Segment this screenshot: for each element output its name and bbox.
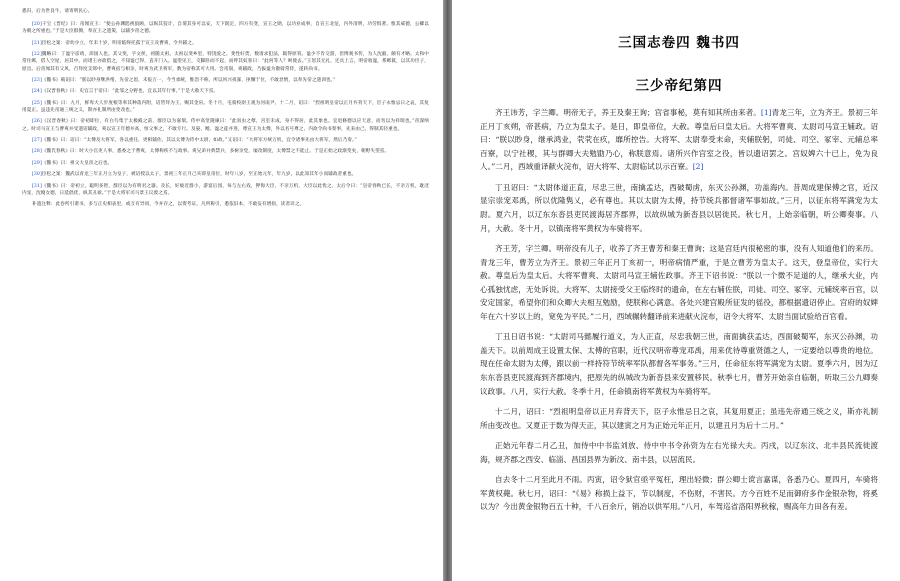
footnote-ref-link[interactable]: [25] [32,100,42,106]
annotation-note [22,137,429,144]
footnote-ref-link[interactable]: [22] [32,52,42,58]
annotation-note-text: 魏略曰：丁谧字彦靖，沛国人也。其父斐，字文侯，初随太祖。太祖以斐乡里，特饶爱之。斐性好货，数请求犯法，辄得原宥。谧少不肯交游，但博观书传，为人沈毅，颇有才略。太和中常住邺，借人空屋，居其中。而诸王亦欲借之，不知谧已得，直开门入。谧望见王，交脚卧而不起，而呼其奴客曰：“此何等人？呵使去。”王怒其无礼，还具上言。明帝收谧，系邺狱，以其功臣子，原出。后帝闻其有父风，召拜度支郎中。曹爽宿与相亲，时爽为武卫将军，数为帝称其可大用。会帝崩，爽辅政，乃拔谧为散骑常侍，遂转尚书。 [22,52,429,72]
body-paragraph [480,181,878,235]
page-gutter [443,0,452,581]
footnote-ref-link[interactable]: [31] [32,183,42,189]
footnote-ref-link[interactable]: [2] [692,162,704,172]
annotation-note-text: 《魏书》曰：祖父大皇帝之后也。 [41,160,113,166]
paragraph-text: 齐王讳芳，字兰卿。明帝无子，养王及秦王询；宫省事秘，莫有知其所由来者。 [495,108,761,117]
paragraph-text: 正始元年春二月乙丑，加侍中中书监刘放、侍中中书令孙资为左右光禄大夫。丙戌，以辽东汶、北丰县民流徙渡海，规齐郡之西安、临淄、昌国县界为新汶、南丰县，以居流民。 [480,441,878,464]
annotation-note [22,183,429,197]
annotation-note-text: 补遗注释：此卷所引诸书，多与正史相表里，或互有异同，今并存之，以资考证。凡所称引，悉依旧本，不敢妄有增损，读者详之。 [32,202,305,208]
footnote-ref-link[interactable]: [1] [760,108,772,117]
footnote-ref-link[interactable]: [23] [32,77,42,83]
annotation-note [22,40,429,47]
annotation-note [22,51,429,73]
annotation-note-text: 《魏书》载诏曰：“朕以眇身继洪绪，先帝之恩，未报万一，今当承统，惟恐不称，所以夙兴夜寐，匪懈于位，不敢怠惰，以奉先帝之遗训也。” [41,77,336,83]
footnote-ref-link[interactable]: [30] [32,172,42,178]
body-paragraph [480,473,878,514]
annotation-note-text: 《魏书》曰：帝初立，聪明多智，群臣以为有明君之器。及长，好亵近群小，游宴后园，每与左右戏，狎侮大臣，不亲万机，大臣以此忧之。太后令曰：“皇帝春秋已长，不亲万机，耽淫内宠，沈嫚女德，日延倡优，纵其丑谑。”于是大将军司马景王议废之焉。 [22,183,429,196]
annotation-notes [22,8,429,208]
chapter-body [480,106,878,514]
paragraph-text: 丁丑日诏书说：“太尉司马懿履行道义，为人正直，尽忠我朝三世，南面擒获孟达，西面破蜀军，东灭公孙渊，功盖天下。以前周成王设置太保、太傅的官职，近代汉明帝尊宠邓禹，用来优待尊重贤德之人，一定要给以尊贵的地位。现在任命太尉为太傅，跟以前一样持符节统率军队都督各军事务。”三月，任命征东将军满宠为太尉。夏季六月，因为辽东东沓县吏民渡海到齐郡境内，把原先的纵城改为新沓县来安置移民。秋季七月，曹芳开始亲自临朝，听取三公九卿奏议政事。八月，实行大赦。冬季十月，任命镇南将军黄权为车骑将军。 [480,332,878,396]
annotation-note [22,201,429,208]
body-paragraph [480,330,878,398]
footnote-ref-link[interactable]: [21] [32,40,42,46]
annotation-note [22,8,429,15]
annotation-note-text: 臣松之案：魏武以青龙三年正月立为皇子，被诏授以太子，景初三年正月己亥即皇帝位，时年八岁，至正始元年，年九岁，以此知其年小而辅政者重也。 [41,172,357,178]
left-page-annotations [0,0,443,581]
annotation-note [22,21,429,35]
footnote-ref-link[interactable]: [28] [32,149,42,155]
chapter-title: 三少帝纪第四 [635,78,723,94]
body-paragraph [480,242,878,324]
footnote-ref-link[interactable]: [20] [32,22,42,28]
annotation-note [22,148,429,155]
annotation-note-text: 干宝《晋纪》曰：帝闻宣王：“使公孙渊鸱视狼顾，以纵其狡计，自谓其身可以安。天下既定，四方有变，宣王之勋，以功业成事，自宣王北征，内外清明，功劳俱著。惟其威德，公卿以为朝之所重也。”于是大臣群僚，奉宣王之遗策，以辅少帝之德。 [22,22,429,35]
body-paragraph [480,106,878,174]
paragraph-text: 齐王芳，字兰卿。明帝没有儿子，收养了齐王曹芳和秦王曹询；这是宫廷内很秘密的事，没有人知道他们的来历。青龙三年，曹芳立为齐王。景初三年正月丁亥初一，明帝病情严重，于是立曹芳为皇太子。这天，登皇帝位，实行大赦。尊皇后为皇太后。大将军曹爽、太尉司马宣王辅佐政事。齐王下诏书说：“朕以一个微不足道的人，继承大业，内心孤独忧虑，无处诉说。大将军、太尉接受父王临终时的遗命，在左右辅佐朕，司徒、司空、冢宰、元辅统率百官，以安定国家，希望你们和众卿大夫相互勉励，使朕称心满意。各处兴建宫殿所征发的徭役，都根据遗诏停止。宫府的奴婢年在六十岁以上的，宽免为平民。”二月，西域辗转翻译前来进献火浣布，诏令大将军、太尉当面试验给百官看。 [480,243,878,321]
annotation-note-text: 臣松之案：帝幼少立，年未十岁，明帝临终托孤于宣王及曹爽，令共辅之。 [41,40,197,46]
annotation-note-text: 《魏氏春秋》曰：时大小官吏人事，悉委之于曹爽，太傅称疾不与政事。爽兄弟并典禁兵，多树亲党，屡改制度，太傅禁之不能止。于是正始之政渐变矣，朝野失望焉。 [41,149,390,155]
paragraph-text: 青龙三年，立为齐王。景初三年正月丁亥朔，帝甚病，乃立为皇太子。是日，即皇帝位，大赦。尊皇后曰皇太后。大将军曹爽、太尉司马宣王辅政。诏曰：“朕以眇身，继承鸿业，茕茕在疚，靡所控告。大将军、太尉奉受末命，夹辅朕躬，司徒、司空、冢宰、元辅总率百寮，以宁社稷，其与群卿大夫勉勖乃心，称朕意焉。诸所兴作宫室之役，皆以遗诏罢之。宫奴婢六十已上，免为良人。”二月，西域重译献火浣布，诏大将军、太尉临试以示百寮。 [480,108,879,172]
annotation-note-text: 悉归，后为世良牛，请寄明民心。 [22,9,93,14]
paragraph-text: 十二月，诏曰：“烈祖明皇帝以正月弃背天下，臣子永惟忌日之哀，其复用夏正；虽违先帝通三统之义，斯亦礼制所由变改也。又夏正于数为得天正，其以建寅之月为正始元年正月，以建丑月为后十二月。” [480,407,878,430]
annotation-note [22,88,429,95]
book-title: 三国志卷四 魏书四 [618,35,740,51]
footnote-ref-link[interactable]: [24] [32,89,42,95]
annotation-note [22,77,429,84]
annotation-note-text: 《汉晋春秋》曰：帝初即位，有白鸟集于太极殿之前，群臣以为嘉瑞。侍中高堂隆谏曰：“此羽虫之孽，宫室未成，身不得居，此其象也。宜退修德以应天意，而勿以为祥瑞也。”帝深纳之。时司马宣王与曹爽并受遗诏辅政，爽以宣王年德并高，恒父事之，不敢专行。及晏、飏、谧之徒并进，尊宣王为太傅，外以名号尊之，内欲令尚书奏事，先来由己，得制其轻重也。 [22,119,429,132]
footnote-ref-link[interactable]: [26] [32,119,42,125]
annotation-note-text: 《魏书》曰：九月，鲜卑大人步度根等率其种落内附，诏皆拜为王，赐其金帛。冬十月，屯骑校尉王观为河南尹。十二月，诏曰：“烈祖明皇帝以正月弃背天下，臣子永惟忌日之哀，其复用夏正。虽违先帝通三统之义，斯亦礼制所由变改也。” [22,100,429,113]
paragraph-text: 丁丑诏曰：“太尉体道正直，尽忠三世，南擒孟达，西破蜀虏，东灭公孙渊，功盖海内。昔周成建保傅之官，近汉显宗崇宠邓禹，所以优隆隽乂，必有尊也。其以太尉为太傅，持节统兵都督诸军事如故。”三月，以征东将军满宠为太尉。夏六月，以辽东东沓县吏民渡海居齐郡界，以故纵城为新沓县以居徙民。秋七月，上始亲临朝，听公卿奏事。八月，大赦。冬十月，以镇南将军黄权为车骑将军。 [480,182,878,233]
paragraph-text: 自去冬十二月至此月不雨。丙寅，诏令狱官亟平冤枉，理出轻微；群公卿士谠言嘉谋，各悉乃心。夏四月，车骑将军黄权薨。秋七月，诏曰：“《易》称损上益下，节以制度，不伤财，不害民。方今百姓不足而御府多作金银杂物，将奚以为？今出黄金银物百五十种，千八百余斤，销冶以供军用。”八月，车驾巡省洛阳界秋稼，赐高年力田各有差。 [480,475,878,512]
annotation-note [22,171,429,178]
annotation-note-text: 《汉晋春秋》曰：史官言于帝曰：“此邹之分野也，宜以其年行事。”于是大赦天下焉。 [41,89,219,95]
footnote-ref-link[interactable]: [29] [32,160,42,166]
right-page-main-text [452,0,900,581]
annotation-note-text: 《魏书》曰：诏曰：“太傅及大将军，各以重任，更相辅佐，其以太傅为侍中太尉，如故。”又诏曰：“大将军方统万机，宜令诸事先由大将军，然后乃奏。” [41,137,357,143]
annotation-note [22,118,429,132]
body-paragraph [480,405,878,432]
footnote-ref-link[interactable]: [27] [32,137,42,143]
body-paragraph [480,439,878,466]
annotation-note [22,160,429,167]
annotation-note [22,100,429,114]
